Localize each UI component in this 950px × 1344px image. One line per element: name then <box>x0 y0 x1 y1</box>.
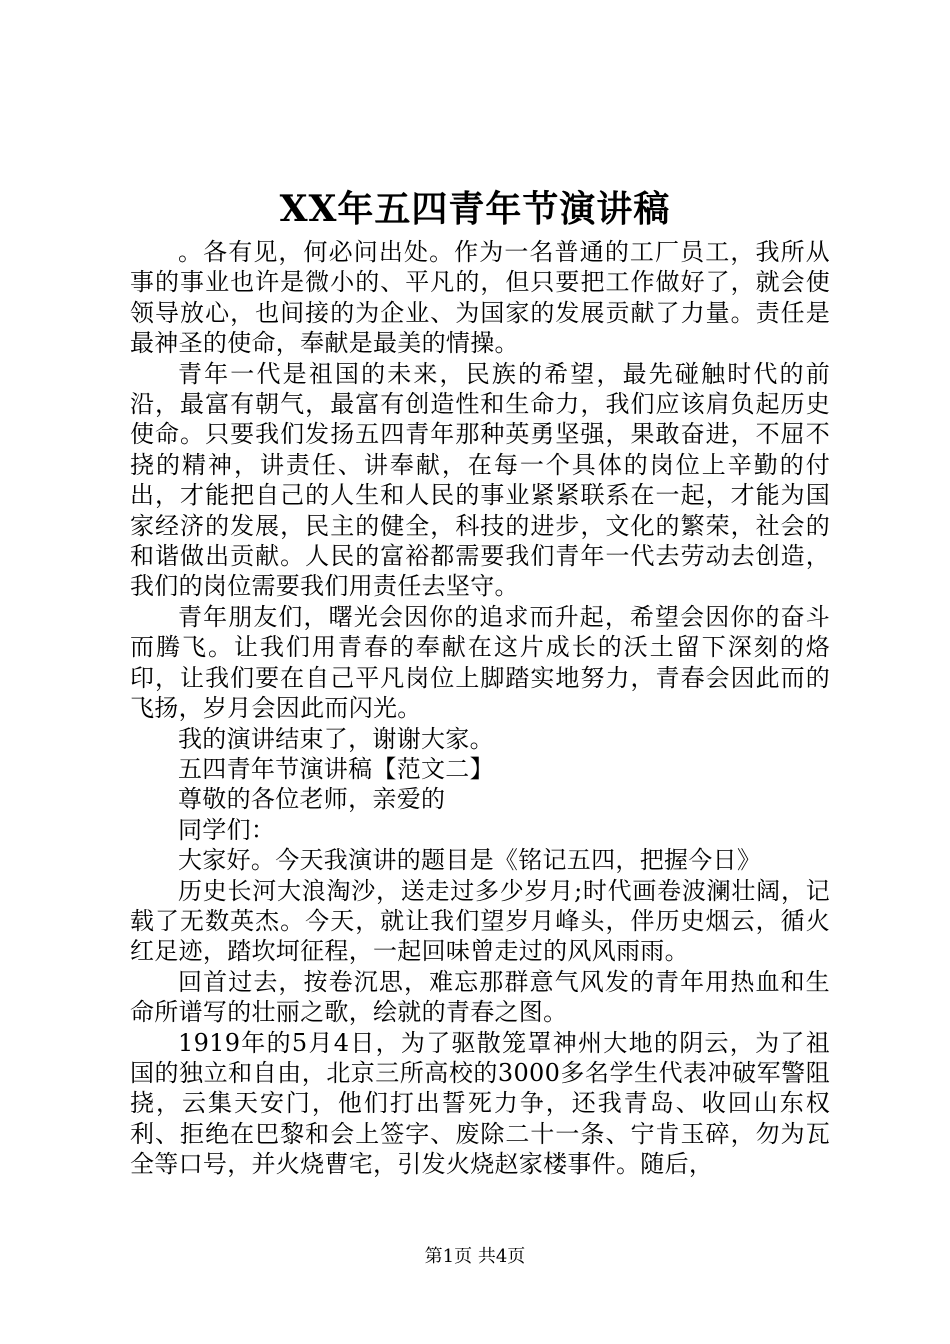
paragraph: 五四青年节演讲稿【范文二】 <box>178 754 494 783</box>
paragraph: 1919年的5月4日，为了驱散笼罩神州大地的阴云，为了祖国的独立和自由，北京三所高校的3000多名学生代表冲破军警阻挠，云集天安门，他们打出誓死力争，还我青岛、收回山东权利、拒绝在巴黎和会上签字、废除二十一条、宁肯玉碎，勿为瓦全等口号，并火烧曹宅，引发火烧赵家楼事件。随后， <box>130 1028 830 1179</box>
paragraph: 我的演讲结束了，谢谢大家。 <box>178 724 494 753</box>
page-number-footer: 第1页 共4页 <box>424 1246 526 1267</box>
paragraph: 大家好。今天我演讲的题目是《铭记五四，把握今日》 <box>178 846 762 875</box>
document-title: XX年五四青年节演讲稿 <box>279 188 671 230</box>
paragraph: 。各有见，何必问出处。作为一名普通的工厂员工，我所从事的事业也许是微小的、平凡的，但只要把工作做好了，就会使领导放心，也间接的为企业、为国家的发展贡献了力量。责任是最神圣的使命，奉献是最美的情操。 <box>130 238 830 358</box>
document-body <box>130 237 830 1180</box>
paragraph: 青年一代是祖国的未来，民族的希望，最先碰触时代的前沿，最富有朝气，最富有创造性和生命力，我们应该肩负起历史使命。只要我们发扬五四青年那种英勇坚强，果敢奋进，不屈不挠的精神，讲责任、讲奉献，在每一个具体的岗位上辛勤的付出，才能把自己的人生和人民的事业紧紧联系在一起，才能为国家经济的发展，民主的健全，科技的进步，文化的繁荣，社会的和谐做出贡献。人民的富裕都需要我们青年一代去劳动去创造，我们的岗位需要我们用责任去坚守。 <box>130 359 830 601</box>
paragraph: 历史长河大浪淘沙，送走过多少岁月;时代画卷波澜壮阔，记载了无数英杰。今天，就让我们望岁月峰头，伴历史烟云，循火红足迹，踏坎坷征程，一起回味曾走过的风风雨雨。 <box>130 876 830 966</box>
paragraph: 青年朋友们，曙光会因你的追求而升起，希望会因你的奋斗而腾飞。让我们用青春的奉献在这片成长的沃土留下深刻的烙印，让我们要在自己平凡岗位上脚踏实地努力，青春会因此而的飞扬，岁月会因此而闪光。 <box>130 602 830 723</box>
paragraph: 回首过去，按卷沉思，难忘那群意气风发的青年用热血和生命所谱写的壮丽之歌，绘就的青春之图。 <box>130 967 830 1027</box>
paragraph: 尊敬的各位老师，亲爱的 <box>178 785 446 814</box>
paragraph: 同学们： <box>178 815 276 844</box>
